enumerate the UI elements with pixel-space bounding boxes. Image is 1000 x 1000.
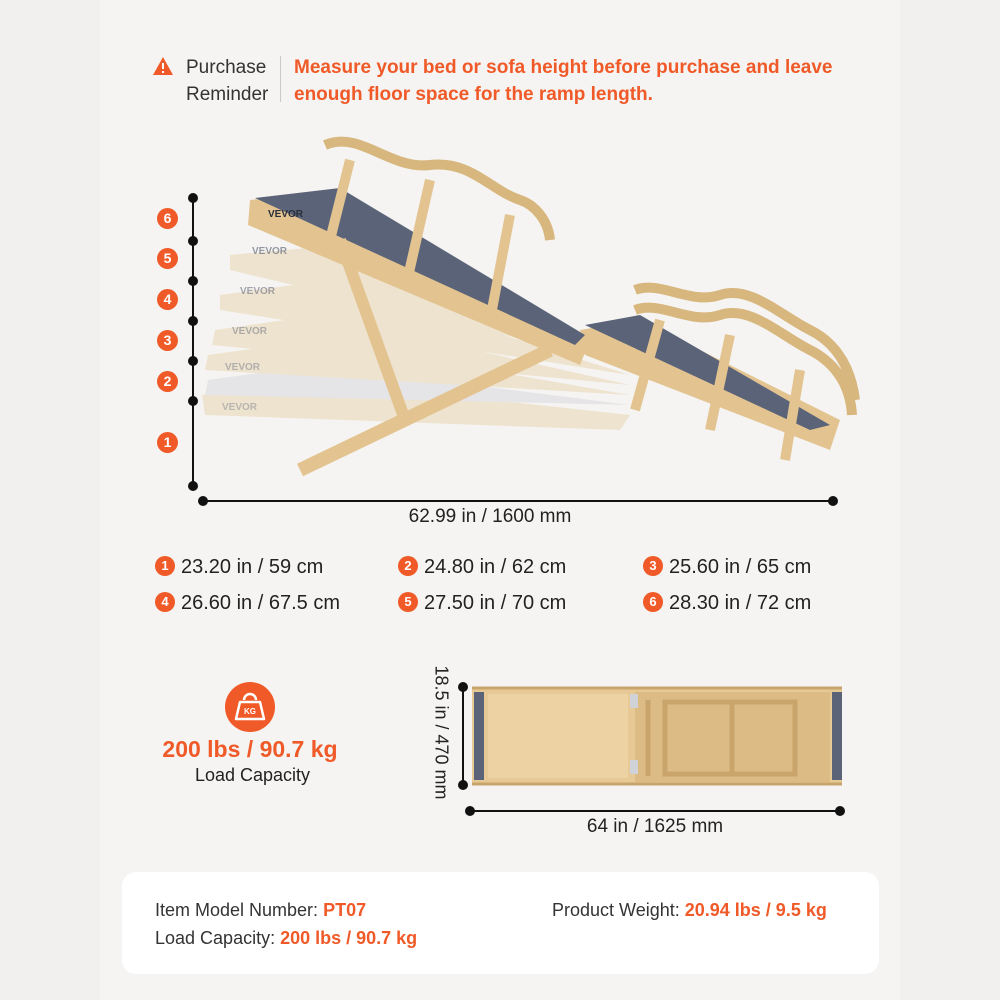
folded-width-label: 64 in / 1625 mm bbox=[586, 816, 724, 837]
height-spec-item bbox=[155, 590, 340, 616]
height-level-badge: 6 bbox=[157, 208, 178, 229]
load-capacity-spec bbox=[155, 928, 417, 949]
scale-tick bbox=[458, 780, 468, 790]
folded-height-line bbox=[462, 686, 464, 786]
spec-label: Item Model Number: bbox=[155, 900, 319, 920]
reminder-message: Measure your bed or sofa height before purchase and leave enough floor space for the ramp length. bbox=[294, 57, 833, 105]
reminder-label: Purchase Reminder bbox=[186, 57, 269, 105]
spec-label: Load Capacity: bbox=[155, 928, 276, 948]
scale-tick bbox=[188, 316, 198, 326]
height-level-badge: 2 bbox=[157, 371, 178, 392]
scale-tick bbox=[188, 236, 198, 246]
height-spec-value: 23.20 in / 59 cm bbox=[181, 556, 324, 578]
brand-logo: VEVOR bbox=[225, 362, 261, 373]
folded-width-line bbox=[470, 810, 840, 812]
height-level-badge: 4 bbox=[157, 289, 178, 310]
height-spec-item bbox=[398, 554, 566, 580]
brand-logo: VEVOR bbox=[222, 402, 258, 413]
purchase-reminder bbox=[152, 52, 852, 108]
height-level-badge: 2 bbox=[398, 556, 418, 576]
height-level-badge: 1 bbox=[155, 556, 175, 576]
scale-tick bbox=[198, 496, 208, 506]
spec-card bbox=[122, 872, 879, 974]
warning-icon bbox=[152, 56, 174, 76]
load-capacity-label: Load Capacity bbox=[194, 765, 311, 785]
scale-tick bbox=[458, 682, 468, 692]
height-spec-value: 28.30 in / 72 cm bbox=[669, 592, 812, 614]
ramp-length-label: 62.99 in / 1600 mm bbox=[408, 506, 572, 527]
height-spec-value: 24.80 in / 62 cm bbox=[424, 556, 567, 578]
height-spec-item bbox=[643, 554, 811, 580]
scale-tick bbox=[188, 193, 198, 203]
height-spec-value: 27.50 in / 70 cm bbox=[424, 592, 567, 614]
scale-tick bbox=[188, 356, 198, 366]
height-level-badge: 4 bbox=[155, 592, 175, 612]
height-level-badge: 6 bbox=[643, 592, 663, 612]
weight-icon-circle bbox=[225, 682, 275, 732]
kettlebell-icon bbox=[225, 682, 275, 732]
height-level-badge: 3 bbox=[157, 330, 178, 351]
scale-tick bbox=[188, 481, 198, 491]
height-spec-value: 25.60 in / 65 cm bbox=[669, 556, 812, 578]
model-number-spec bbox=[155, 900, 366, 921]
height-level-badge: 3 bbox=[643, 556, 663, 576]
load-capacity-value: 200 lbs / 90.7 kg bbox=[162, 736, 338, 762]
height-level-badge: 5 bbox=[157, 248, 178, 269]
folded-height-label: 18.5 in / 470 mm bbox=[431, 665, 452, 800]
reminder-divider bbox=[280, 56, 281, 102]
scale-tick bbox=[188, 276, 198, 286]
product-weight-spec bbox=[552, 900, 827, 921]
ramp-illustration bbox=[190, 130, 870, 500]
scale-tick bbox=[188, 396, 198, 406]
scale-tick bbox=[828, 496, 838, 506]
height-spec-value: 26.60 in / 67.5 cm bbox=[181, 592, 340, 614]
folded-ramp-illustration bbox=[470, 680, 845, 790]
load-capacity-spec-value: 200 lbs / 90.7 kg bbox=[280, 928, 418, 948]
height-level-badge: 5 bbox=[398, 592, 418, 612]
brand-logo: VEVOR bbox=[268, 209, 304, 220]
brand-logo: VEVOR bbox=[240, 286, 276, 297]
model-number-value: PT07 bbox=[323, 900, 367, 920]
brand-logo: VEVOR bbox=[252, 246, 288, 257]
scale-tick bbox=[465, 806, 475, 816]
height-spec-item bbox=[398, 590, 566, 616]
spec-label: Product Weight: bbox=[552, 900, 680, 920]
length-scale-line bbox=[203, 500, 834, 502]
svg-text:KG: KG bbox=[244, 707, 256, 716]
brand-logo: VEVOR bbox=[232, 326, 268, 337]
height-spec-item bbox=[643, 590, 811, 616]
height-level-badge: 1 bbox=[157, 432, 178, 453]
product-weight-value: 20.94 lbs / 9.5 kg bbox=[684, 900, 827, 920]
height-spec-item bbox=[155, 554, 323, 580]
scale-tick bbox=[835, 806, 845, 816]
